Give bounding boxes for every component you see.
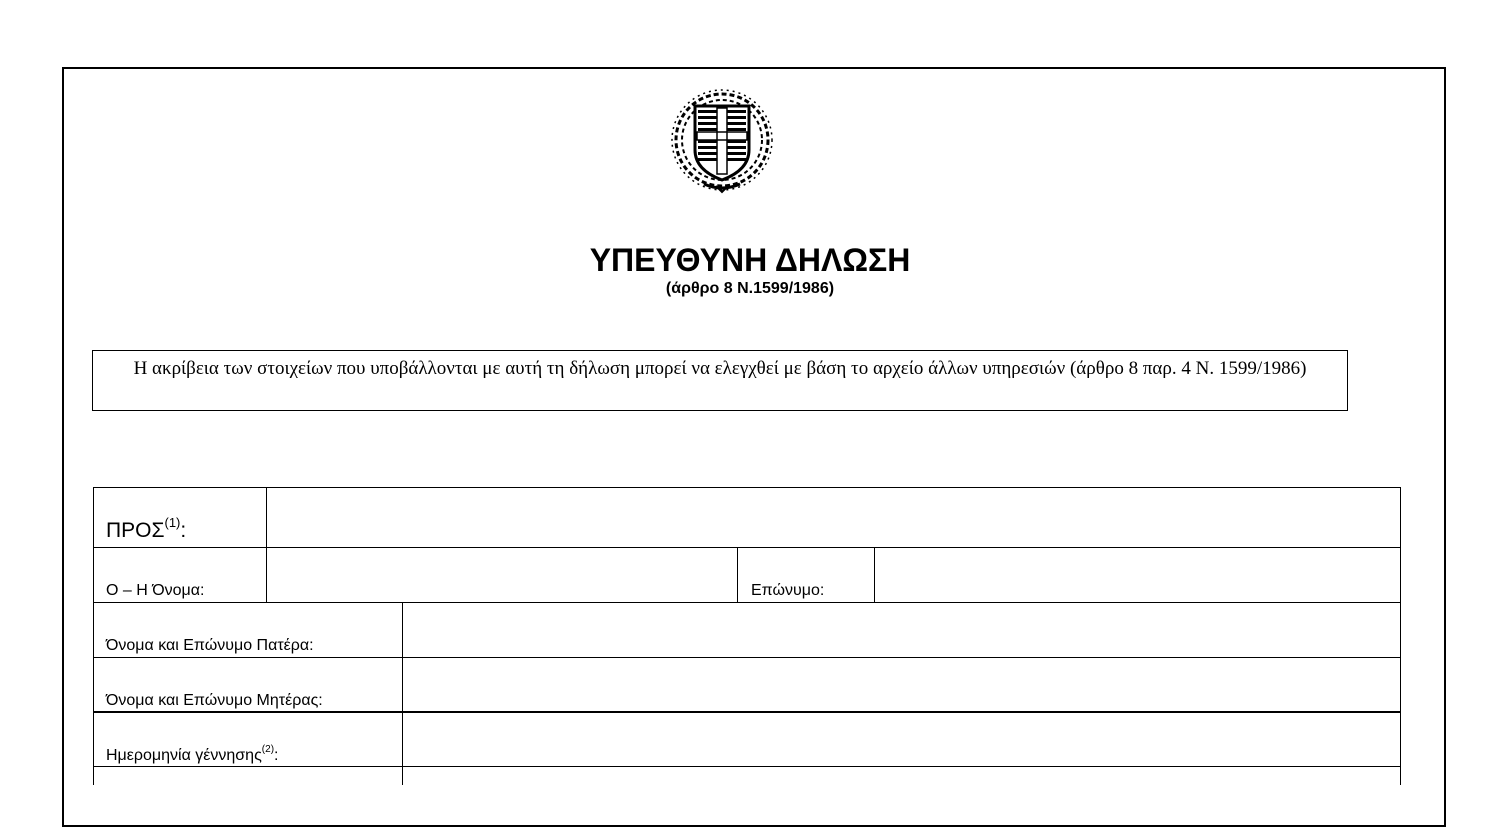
father-name-field[interactable]	[404, 603, 1399, 656]
last-name-field[interactable]	[876, 548, 1399, 601]
birthdate-label: Ημερομηνία γέννησης$^{(2)}$:	[106, 744, 279, 764]
mother-name-field[interactable]	[404, 658, 1399, 710]
accuracy-notice: Η ακρίβεια των στοιχείων που υποβάλλονται με αυτή τη δήλωση μπορεί να ελεγχθεί με βάση το αρχείο άλλων υπηρεσιών (άρθρο 8 παρ. 4 Ν. 1599/1986)	[92, 350, 1348, 411]
coat-of-arms-emblem	[668, 88, 776, 196]
first-name-field[interactable]	[268, 548, 736, 601]
document-subtitle: (άρθρο 8 Ν.1599/1986)	[665, 280, 835, 297]
document-title: ΥΠΕΥΘΥΝΗ ΔΗΛΩΣΗ	[589, 242, 911, 278]
to-label: ΠΡΟΣ$^{(1)}$:	[106, 515, 187, 542]
birthdate-field[interactable]	[404, 713, 1399, 765]
to-footnote-ref: (1)	[164, 515, 181, 530]
birthdate-footnote-ref: (2)	[261, 744, 275, 755]
first-name-label: Ο – Η Όνομα:	[106, 582, 205, 599]
to-field[interactable]	[268, 488, 1399, 546]
last-name-label: Επώνυμο:	[751, 582, 825, 599]
father-name-label: Όνομα και Επώνυμο Πατέρα:	[106, 637, 314, 654]
mother-name-label: Όνομα και Επώνυμο Μητέρας:	[106, 692, 323, 709]
